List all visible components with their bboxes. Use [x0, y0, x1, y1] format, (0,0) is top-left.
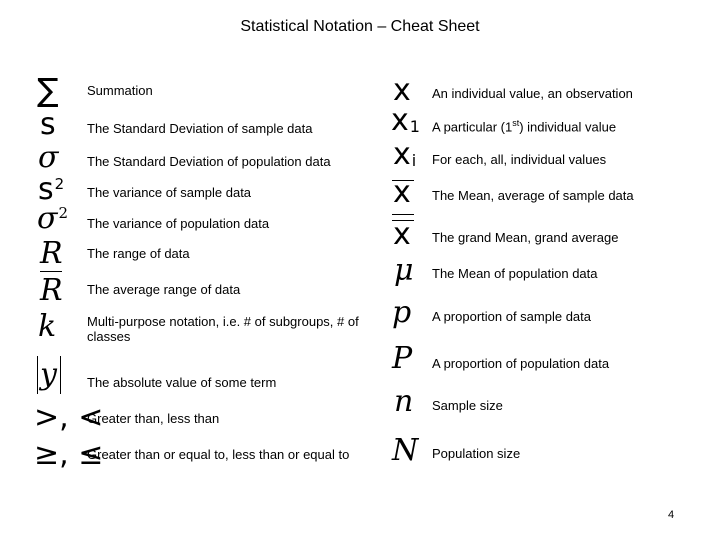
population-proportion-description: A proportion of population data	[432, 356, 610, 371]
absolute-left-bar	[37, 356, 38, 394]
population-mean-symbol: μ	[394, 253, 414, 288]
population-mean-description: The Mean of population data	[432, 266, 598, 281]
greater-less-equal-symbol: ≥, ≤	[34, 437, 104, 472]
particular-value-description: A particular (1st) individual value	[432, 118, 617, 135]
absolute-right-bar	[60, 356, 61, 394]
greater-less-symbol: >, <	[34, 400, 104, 435]
page-title: Statistical Notation – Cheat Sheet	[240, 18, 480, 35]
summation-description: Summation	[87, 83, 153, 98]
grand-mean-symbol: x	[393, 217, 411, 252]
sample-sd-description: The Standard Deviation of sample data	[87, 121, 313, 136]
population-size-description: Population size	[432, 446, 521, 461]
average-range-symbol: R	[40, 273, 63, 308]
each-value-description: For each, all, individual values	[432, 152, 607, 167]
particular-value-symbol: $x_1$	[391, 103, 420, 138]
population-sd-symbol: σ	[38, 140, 59, 175]
sample-mean-description: The Mean, average of sample data	[432, 188, 634, 203]
population-variance-description: The variance of population data	[87, 216, 270, 231]
sample-sd-symbol: s	[40, 107, 56, 142]
summation-symbol: ∑	[37, 71, 59, 109]
sample-mean-symbol: x	[393, 175, 411, 210]
absolute-value-symbol: y	[40, 357, 57, 392]
sample-size-description: Sample size	[432, 398, 503, 413]
grand-mean-overbar-top	[392, 214, 414, 215]
greater-less-description: Greater than, less than	[87, 411, 220, 426]
average-range-description: The average range of data	[87, 282, 241, 297]
range-description: The range of data	[87, 246, 190, 261]
population-proportion-symbol: P	[392, 341, 413, 376]
greater-less-equal-description: Greater than or equal to, less than or equal to	[87, 447, 350, 462]
k-symbol: k	[38, 309, 57, 344]
page-number: 4	[668, 509, 675, 521]
sample-size-symbol: n	[394, 384, 414, 419]
sample-proportion-description: A proportion of sample data	[432, 309, 591, 324]
average-range-overbar	[40, 271, 62, 272]
sample-variance-symbol: $s^2$	[38, 172, 65, 207]
grand-mean-description: The grand Mean, grand average	[432, 230, 619, 245]
k-description: Multi-purpose notation, i.e. # of subgroups, # of classes	[87, 314, 359, 344]
sample-variance-description: The variance of sample data	[87, 185, 252, 200]
population-variance-symbol: $\sigma^2$	[37, 201, 69, 236]
sample-proportion-symbol: p	[392, 295, 412, 330]
each-value-symbol: $x_i$	[393, 137, 417, 172]
individual-value-description: An individual value, an observation	[432, 86, 633, 101]
absolute-value-description: The absolute value of some term	[87, 375, 277, 390]
population-size-symbol: N	[392, 433, 419, 468]
population-sd-description: The Standard Deviation of population data	[87, 154, 331, 169]
range-symbol: R	[40, 236, 63, 271]
individual-value-symbol: x	[393, 73, 411, 108]
